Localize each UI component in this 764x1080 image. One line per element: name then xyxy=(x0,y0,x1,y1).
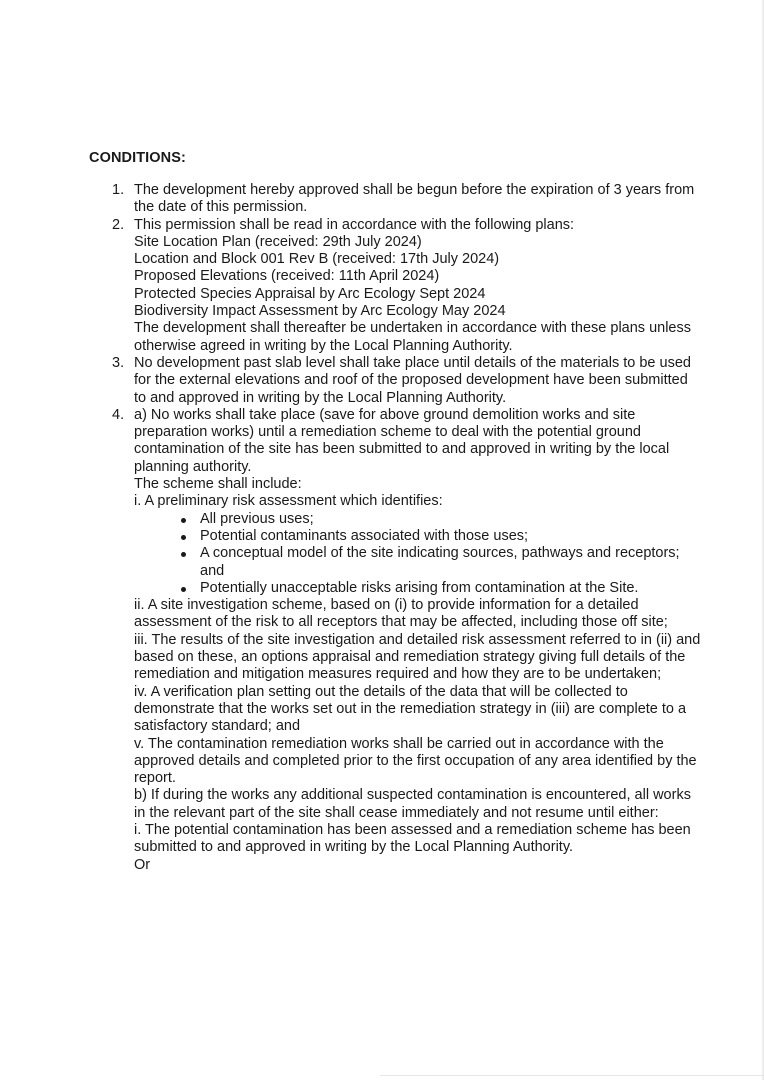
condition-text: The development hereby approved shall be begun before the expiration of 3 years from the date of this permission. xyxy=(134,182,695,216)
bullet-item: All previous uses; xyxy=(179,511,702,528)
plan-line: Location and Block 001 Rev B (received: 17th July 2024) xyxy=(134,251,500,268)
condition-1 xyxy=(112,182,702,217)
step-i: i. A preliminary risk assessment which identifies: xyxy=(134,493,443,510)
bullet-item: Potential contaminants associated with those uses; xyxy=(179,528,702,545)
step-iii: iii. The results of the site investigation and detailed risk assessment referred to in (ii) and based on these, an options appraisal and remediation strategy giving full details of the remediation and mitigation measures required and how they are to be undertaken; xyxy=(134,631,701,683)
plan-line: Site Location Plan (received: 29th July 2024) xyxy=(134,233,422,250)
condition-closing: The development shall thereafter be undertaken in accordance with these plans unless otherwise agreed in writing by the Local Planning Authority. xyxy=(134,320,691,354)
condition-4 xyxy=(112,407,702,874)
paragraph-a: a) No works shall take place (save for above ground demolition works and site preparation works) until a remediation scheme to deal with the potential ground contamination of the site has been submitted to and approved in writing by the local planning authority. xyxy=(134,406,670,475)
scheme-intro: The scheme shall include: xyxy=(134,476,302,493)
scan-bottom-line xyxy=(380,1075,764,1076)
condition-2 xyxy=(112,217,702,355)
condition-3 xyxy=(112,355,702,407)
bullet-item: A conceptual model of the site indicating sources, pathways and receptors; and xyxy=(179,545,702,580)
condition-text: No development past slab level shall take place until details of the materials to be used for the external elevations and roof of the proposed development have been submitted to and approved in writing by the Local Planning Authority. xyxy=(134,354,691,406)
condition-number: 2. xyxy=(112,216,125,233)
step-iv: iv. A verification plan setting out the details of the data that will be collected to demonstrate that the works set out in the remediation strategy in (iii) are complete to a satisfactory standard; and xyxy=(134,683,687,735)
paragraph-b: b) If during the works any additional suspected contamination is encountered, all works in the relevant part of the site shall cease immediately and not resume until either: xyxy=(134,787,691,821)
condition-number: 4. xyxy=(112,406,125,423)
condition-intro: This permission shall be read in accordance with the following plans: xyxy=(134,216,575,233)
condition-number: 1. xyxy=(112,182,125,198)
plan-line: Protected Species Appraisal by Arc Ecology Sept 2024 xyxy=(134,285,486,302)
conditions-heading: CONDITIONS: xyxy=(89,150,186,166)
condition-number: 3. xyxy=(112,354,125,371)
bullet-item: Potentially unacceptable risks arising from contamination at the Site. xyxy=(179,580,702,597)
step-v: v. The contamination remediation works shall be carried out in accordance with the approved details and completed prior to the first occupation of any area identified by the report. xyxy=(134,735,697,787)
or-text: Or xyxy=(134,856,151,873)
paragraph-b-i: i. The potential contamination has been assessed and a remediation scheme has been submitted to and approved in writing by the Local Planning Authority. xyxy=(134,821,691,856)
step-ii: ii. A site investigation scheme, based on (i) to provide information for a detailed assessment of the risk to all receptors that may be affected, including those off site; xyxy=(134,597,668,631)
risk-bullet-list xyxy=(134,511,702,597)
plan-line: Proposed Elevations (received: 11th April 2024) xyxy=(134,268,440,285)
conditions-list xyxy=(112,182,702,874)
plan-line: Biodiversity Impact Assessment by Arc Ecology May 2024 xyxy=(134,303,506,320)
